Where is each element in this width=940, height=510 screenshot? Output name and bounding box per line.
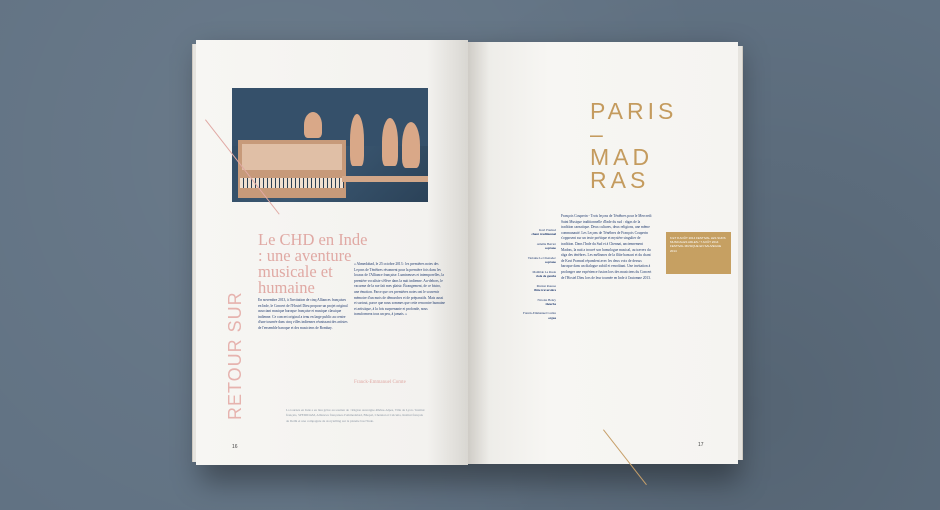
credit-item xyxy=(500,256,556,264)
photo-harpsichord-lid xyxy=(242,144,342,170)
credit-name: Mathilde Le Rasle xyxy=(532,269,556,274)
credit-name: Kavi Pramod xyxy=(539,228,556,232)
logo-line: RAS xyxy=(590,167,650,193)
photo-musician xyxy=(304,112,322,138)
page-number-right: 17 xyxy=(698,442,704,448)
photo-rail xyxy=(342,176,428,182)
credit-name: Amélie Berrier xyxy=(536,241,556,246)
paris-madras-logo xyxy=(590,98,678,193)
intro-text: En novembre 2013, à l'invitation de cinq Alliances françaises en Inde, le Concert de l'Hostel Dieu propose un projet original associant musique baroque française et musique classique indienne. Ce concert original a tenu en large public au centre d'une tournée dans cinq villes indiennes réunissant des artistes de l'ensemble baroque et des musiciens de Bombay. xyxy=(258,298,348,330)
program-text: François Couperin - Trois leçons de Ténèbres pour le Mercredi Saint Musique traditionnelle d'Inde du sud : râgas de la tradition carnatique. Deux cultures, deux religions, une même communauté. Les Leçons de Ténèbres de François Couperin s'opposent sur un texte poétique et mystère singulier de tradition. Dans l'Inde du Sud et à Chennai, anciennement Madras, la nuit a trouvé son homologue musical, au travers du râga des ténèbres. Les mélismes de la flûte bansuri et du chant de Kavi Pramod répondent avec les deux voix de dessus baroque dans un dialogue subtil et envoûtant. Une invitation à prolonger une expérience fusion lors des musiciens du Concert de l'Hostel Dieu lors de leur tournée en Inde à l'automne 2013. xyxy=(561,214,652,280)
logo-line: – xyxy=(590,121,607,147)
logo-line: PARIS xyxy=(590,98,678,124)
credit-item xyxy=(500,311,556,319)
credit-item xyxy=(500,284,556,292)
photo-musician xyxy=(402,122,420,168)
section-label: RETOUR SUR xyxy=(225,291,245,420)
credit-name: Violaine Le Chenadec xyxy=(527,255,556,260)
credit-name: Marion Rousse xyxy=(536,283,556,288)
page-number-left: 16 xyxy=(232,444,238,450)
photo-wall xyxy=(232,88,428,146)
credit-role: soprano xyxy=(545,260,556,265)
credit-item xyxy=(500,242,556,250)
credit-item xyxy=(500,270,556,278)
credit-role: orgue xyxy=(548,315,556,320)
credit-role: soprano xyxy=(545,246,556,251)
credit-role: chant traditionnel xyxy=(531,232,556,237)
credit-name: Franck-Emmanuel Comte xyxy=(522,311,556,316)
dates-box: 6 ET 8 AOÛT 2014 FESTIVAL LES SUDS MUSICALES ARLES / 7 AOÛT 2014 FESTIVAL MUSIQUE EN SAUVEGUE 2014 xyxy=(666,232,731,274)
photo-musician xyxy=(350,114,364,166)
quote-text: « Ahmedabad, le 25 octobre 2013 : les premières notes des Leçons de Ténèbres résonnent pour la première fois dans les locaux de l'Alliance française. Lumineuses et intemporelles, la première vocaliste s'élève dans la nuit indienne. Au-dehors, le vacarme de la rue fait mes plaisir. Étrangement, de ce bistro, une émotion. Parce que ces premières notes ont le souvenir mémoire d'un mois de démarches et de préparatifs. Mais aussi et surtout, parce que nous sommes que cette rencontre humaine et artistique, à la fois surprenante et profonde, nous transformera tous un peu, à jamais. » xyxy=(354,262,446,317)
credit-name: Nicolas Henry xyxy=(537,297,556,302)
article-title: Le CHD en Inde : une aventure musicale et humaine xyxy=(258,230,368,297)
credit-role: flûte traversière xyxy=(534,287,556,292)
concert-photo xyxy=(232,88,428,202)
credit-role: théorbe xyxy=(545,301,556,306)
credit-item xyxy=(500,228,556,236)
photo-musician xyxy=(382,118,398,166)
quote-signature: Franck-Emmanuel Comte xyxy=(354,380,406,385)
sponsor-caption: La tournée en Inde a eu lieu grâce au soutien de : Région Auvergne-Rhône-Alpes, Ville de Lyon / Institut français, SPEDIDAM, Alliances françaises d'Ahmedabad, Bhopal, Chennai et Calcutta, Institut français de Delhi et une compagnie de storytelling sur la planète bas l'Inde. xyxy=(286,408,425,423)
logo-line: MAD xyxy=(590,144,654,170)
credit-item xyxy=(500,298,556,306)
performer-credits xyxy=(500,228,556,325)
credit-role: viole de gambe xyxy=(535,273,556,278)
